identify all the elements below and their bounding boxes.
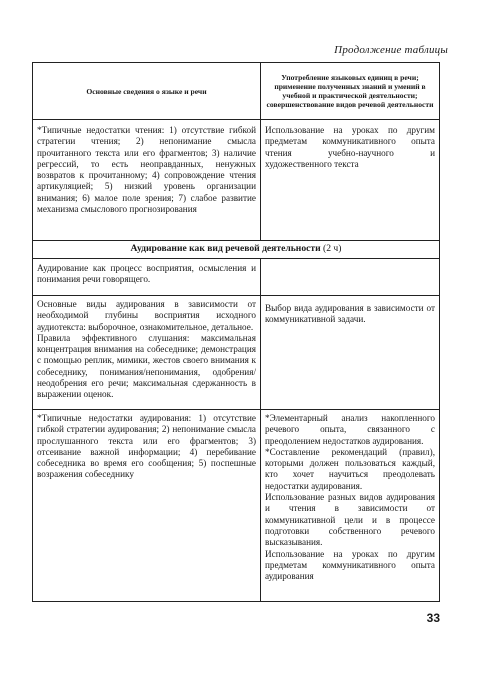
reading-usage-cell <box>261 120 440 241</box>
page-number: 33 <box>426 611 440 625</box>
table-row <box>33 120 440 241</box>
listening-faults-text: *Типичные недостатки аудирования: 1) отсутствие гибкой стратегии аудирования; 2) непонимание смысла прослушанного текста или его фрагментов; 3) отсеивание важной информации; 4) перебивание собеседника во время его сообщения; 5) поспешные возражения собеседнику <box>37 413 256 480</box>
effective-listening-rules-text: Правила эффективного слушания: максимальная концентрация внимания на собеседнике; демонстрация с помощью реплик, мимики, жестов своего внимания к собеседнику, понимания/непонимания, одобрения/неодобрения его речи; максимальная сдержанность в выражении оценок. <box>37 332 256 400</box>
listening-choice-text: Выбор вида аудирования в зависимости от коммуникативной задачи. <box>265 303 435 325</box>
listening-reading-usage-text: Использование разных видов аудирования и чтения в зависимости от коммуникативной цели и в процессе подготовки собственного речевого высказывания. <box>265 492 435 548</box>
listening-types-text: Основные виды аудирования в зависимости от необходимой глубины восприятия исходного аудиотекста: выборочное, ознакомительное, детальное. <box>37 299 256 332</box>
listening-faults-cell <box>33 410 261 602</box>
listening-intro-empty-cell <box>261 259 440 296</box>
table-row <box>33 410 440 602</box>
listening-recommendations-text: *Составление рекомендаций (правил), которыми должен пользоваться каждый, кто хочет научиться преодолевать недостатки аудирования. <box>265 446 435 491</box>
reading-usage-text: Использование на уроках по другим предметам коммуникативного опыта чтения учебно-научного и художественного текста <box>265 125 435 169</box>
listening-choice-cell <box>261 296 440 410</box>
table-row <box>33 296 440 410</box>
reading-faults-cell <box>33 120 261 241</box>
table-header-row <box>33 63 440 120</box>
column-header-language-info: Основные сведения о языке и речи <box>33 63 261 120</box>
section-hours: (2 ч) <box>323 243 342 254</box>
listening-types-cell <box>33 296 261 410</box>
column-header-speech-usage: Употребление языковых единиц в речи; применение полученных знаний и умений в учебной и практической деятельности; совершенствование видов речевой деятельности <box>261 63 440 120</box>
table-row <box>33 259 440 296</box>
listening-other-subjects-text: Использование на уроках по другим предметам коммуникативного опыта аудирования <box>265 548 435 582</box>
section-heading-row <box>33 241 440 259</box>
table-continuation-label: Продолжение таблицы <box>334 44 448 56</box>
content-table <box>32 62 440 602</box>
section-title: Аудирование как вид речевой деятельности <box>130 243 321 254</box>
listening-intro-text: Аудирование как процесс восприятия, осмысления и понимания речи говорящего. <box>37 263 256 285</box>
listening-practice-cell <box>261 410 440 602</box>
reading-faults-text: *Типичные недостатки чтения: 1) отсутствие гибкой стратегии чтения; 2) непонимание смысла прочитанного текста или его фрагментов; 3) наличие регрессий, то есть неоправданных, ненужных возвратов к прочитанному; 4) сопровождение чтения артикуляцией; 5) низкий уровень организации внимания; 6) малое поле зрения; 7) слабое развитие механизма смыслового прогнозирования <box>37 125 256 215</box>
listening-analysis-text: *Элементарный анализ накопленного речевого опыта, связанного с преодолением недостатков аудирования. <box>265 413 435 446</box>
listening-intro-cell <box>33 259 261 296</box>
section-heading <box>33 241 440 259</box>
